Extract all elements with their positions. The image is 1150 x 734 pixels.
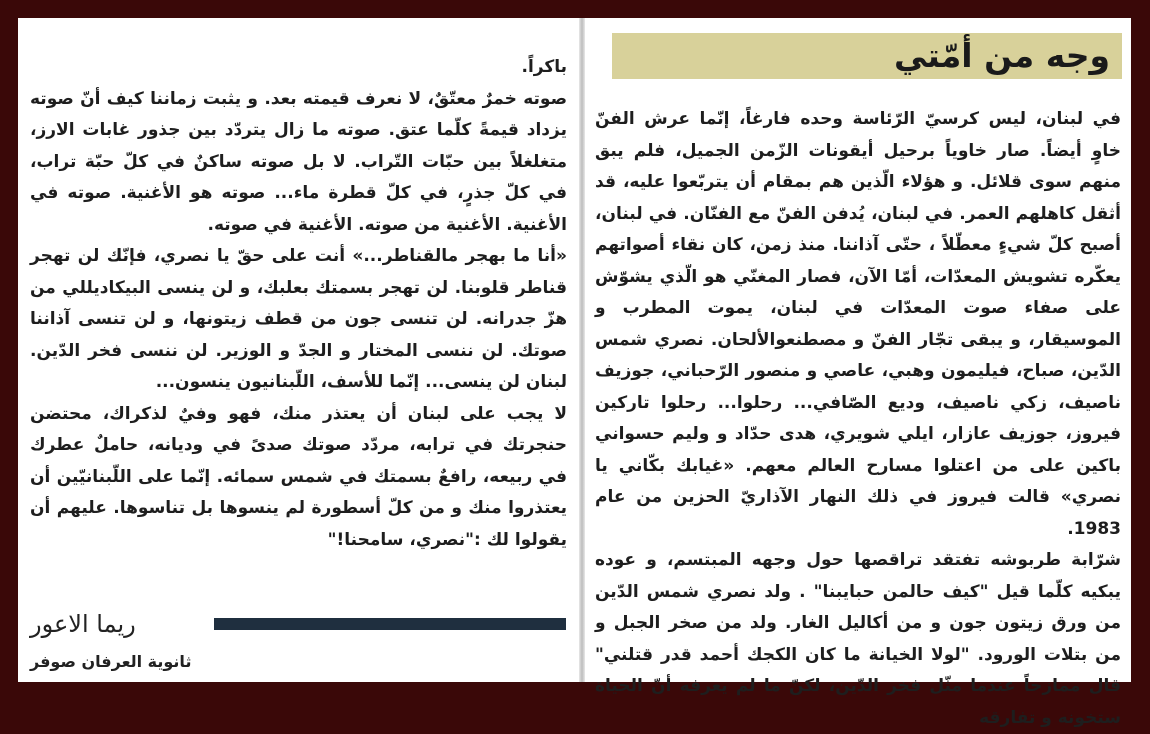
left-paragraph-3: «أنا ما بهجر مالقناطر...» أنت على حقّ يا نصري، فإنّك لن تهجر قناطر قلوبنا. لن تهجر بسمتك بعلبك، و لن ينسى البيكاديللي من هزّ جدرانه. لن تنسى جون من قطف زيتونها، و لن تنسى آذاننا صوتك. لن ننسى المختار و الجدّ و الوزير. لن ننسى فخر الدّين. لبنان لن ينسى... إنّما للأسف، اللّبنانيون ينسون... (30, 246, 567, 392)
right-article-column (595, 104, 1121, 734)
author-name: ريما الاعور (30, 610, 136, 638)
right-paragraph-1: في لبنان، ليس كرسيّ الرّئاسة وحده فارغاً، إنّما عرش الفنّ خاوٍ أيضاً. صار خاوياً برحيل أيقونات الزّمن الجميل، فلم يبق منهم سوى قلائل. و هؤلاء الّذين هم بمقام أن يتربّعوا عليه، قد أثقل كاهلهم العمر. في لبنان، يُدفن الفنّ مع الفنّان. في لبنان، أصبح كلّ شيءٍ معطّلاً ، حتّى آذاننا. منذ زمن، كان نقاء أصواتهم يعكّره تشويش المعدّات، أمّا الآن، فصار المغنّي هو الّذي يشوّش على صفاء صوت المعدّات في لبنان، يموت المطرب و الموسيقار، و يبقى تجّار الفنّ و مصطنعوالألحان. نصري شمس الدّين، صباح، فيليمون وهبي، عاصي و منصور الرّحباني، جوزيف ناصيف، زكي ناصيف، وديع الصّافي... رحلوا... رحلوا تاركين فيروز، جوزيف عازار، ايلي شويري، هدى حدّاد و وليم حسواني باكين على من اعتلوا مسارح العالم معهم. «غيابك بكّاني يا نصري» قالت فيروز في ذلك النهار الآذاريّ الحزين من عام 1983. (595, 109, 1121, 539)
title-band (612, 33, 1122, 79)
left-paragraph-4: لا يجب على لبنان أن يعتذر منك، فهو وفيٌ لذكراك، محتضن حنجرتك في ترابه، مردّد صوتك صدىً في وديانه، حاملٌ عطرك في ربيعه، رافعٌ بسمتك في شمس سمائه. إنّما على اللّبنانيّين أن يعتذروا منك و من كلّ أسطورة لم ينسوها بل تناسوها. عليهم أن يقولوا لك :"نصري، سامحنا!" (30, 403, 567, 550)
signature-divider-bar (214, 618, 566, 630)
right-paragraph-2: شرّابة طربوشه تفتقد تراقصها حول وجهه المبتسم، و عوده يبكيه كلّما قيل "كيف حالمن حبايبنا" . ولد نصري شمس الدّين من ورق زيتون جون و من أكاليل الغار. ولد من صخر الجبل و من بتلات الورود. "لولا الخيانة ما كان الكجك أحمد قدر قتلني" قال ممازحاً عندما مثّل فخر الدّين، لكنّ ما لم يعرفه أنّ الحياة ستخونه و تفارقه (595, 550, 1121, 728)
scan-frame (18, 18, 1131, 728)
school-name: ثانوية العرفان صوفر (30, 652, 192, 671)
left-paragraph-2: صوته خمرٌ معتّقٌ، لا نعرف قيمته بعد. و يثبت زماننا كيف أنّ صوته يزداد قيمةً كلّما عتق. صوته ما زال يتردّد بين جذور غابات الارز، متغلغلاً بين حبّات التّراب. لا بل صوته ساكنٌ في كلّ حبّة تراب، في كلّ جذرٍ، في كلّ قطرة ماء... صوته هو الأغنية. صوته في الأغنية. الأغنية من صوته. الأغنية في صوته. (30, 88, 567, 235)
article-title: وجه من أمّتي (893, 36, 1110, 75)
left-paragraph-1: باكراً. (521, 57, 567, 77)
left-page (18, 18, 579, 682)
left-article-column (30, 52, 567, 556)
right-page (585, 18, 1131, 728)
